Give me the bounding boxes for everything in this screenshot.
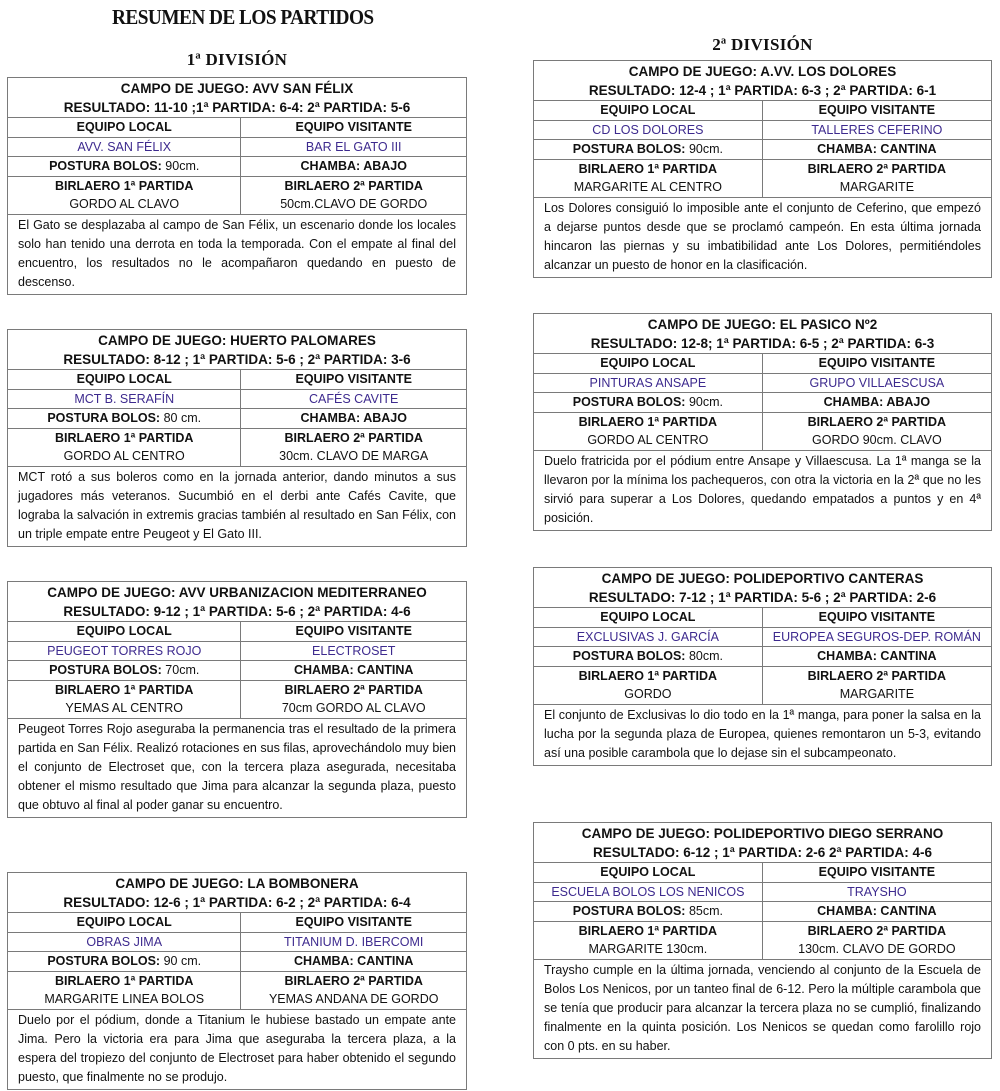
resultado: RESULTADO: 7-12 ; 1ª PARTIDA: 5-6 ; 2ª PARTIDA: 2-6 [588,590,937,605]
birlaero-1-value: MARGARITE AL CENTRO [573,180,722,194]
chamba: CHAMBA: ABAJO [762,393,991,412]
teams-row [8,932,466,952]
teams-header-row [534,862,991,882]
equipo-visitante-label: EQUIPO VISITANTE [240,370,466,389]
postura-label: POSTURA BOLOS: [47,411,161,425]
birlaero-row [534,666,991,704]
postura-chamba-row [8,408,466,428]
birlaero-row [534,921,991,959]
resultado: RESULTADO: 12-8; 1ª PARTIDA: 6-5 ; 2ª PARTIDA: 6-3 [590,336,935,351]
equipo-local: OBRAS JIMA [86,934,163,949]
equipo-local: MCT B. SERAFÍN [74,391,175,406]
campo-de-juego: CAMPO DE JUEGO: POLIDEPORTIVO CANTERAS [601,571,924,586]
teams-row [8,641,466,661]
equipo-visitante-label: EQUIPO VISITANTE [762,354,991,373]
postura-chamba-row [534,901,991,921]
match-header [8,330,466,369]
match-card-div2-2 [533,313,992,531]
teams-header-row [534,100,991,120]
match-card-div2-3 [533,567,992,766]
equipo-local-label: EQUIPO LOCAL [76,915,172,929]
postura-chamba-row [8,951,466,971]
match-header [8,873,466,912]
teams-row [534,120,991,140]
summary-row [8,718,466,817]
postura-value: 80cm. [688,649,723,663]
birlaero-1-value: GORDO AL CENTRO [63,449,185,463]
postura-value: 85cm. [688,904,723,918]
birlaero-row [8,971,466,1009]
teams-row [8,389,466,409]
birlaero-2-label: BIRLAERO 2ª PARTIDA [284,682,423,697]
postura-value: 90cm. [165,159,200,173]
equipo-local: PEUGEOT TORRES ROJO [47,643,202,658]
equipo-visitante: TITANIUM D. IBERCOMI [240,933,466,952]
postura-chamba-row [534,646,991,666]
equipo-local-label: EQUIPO LOCAL [600,103,696,117]
postura-chamba-row [8,156,466,176]
birlaero-2-value: 70cm GORDO AL CLAVO [281,701,426,715]
equipo-local: EXCLUSIVAS J. GARCÍA [576,629,719,644]
equipo-visitante: CAFÉS CAVITE [240,390,466,409]
birlaero-1 [534,667,762,704]
campo-de-juego: CAMPO DE JUEGO: HUERTO PALOMARES [98,333,376,348]
postura-label: POSTURA BOLOS: [572,142,686,156]
birlaero-1-value: GORDO AL CENTRO [587,433,709,447]
birlaero-row [8,428,466,466]
birlaero-1-label: BIRLAERO 1ª PARTIDA [578,414,718,429]
chamba: CHAMBA: CANTINA [240,952,466,971]
match-header [534,314,991,353]
equipo-local-label: EQUIPO LOCAL [600,865,696,879]
postura-value: 90cm. [688,395,723,409]
equipo-visitante: EUROPEA SEGUROS-DEP. ROMÁN [762,628,991,647]
postura-label: POSTURA BOLOS: [49,159,162,173]
division-2-title: 2ª DIVISIÓN [712,35,813,54]
teams-header-row [534,353,991,373]
match-summary: El Gato se desplazaba al campo de San Félix, un escenario donde los locales solo han tenido una derrota en toda la temporada. Con el empate al final del encuentro, los resultados no le acompañaron quedando en puesto de descenso. [18,217,456,289]
match-summary: Duelo por el pódium, donde a Titanium le hubiese bastado un empate ante Jima. Pero la victoria era para Jima que aseguraba la tercera plaza, a la espera del tropiezo del conjunto de Electroset para haber obtenido el segundo puesto, que finalmente no se produjo. [18,1012,456,1084]
campo-de-juego: CAMPO DE JUEGO: AVV URBANIZACION MEDITERRANEO [47,585,427,600]
teams-header-row [8,912,466,932]
birlaero-1-value: MARGARITE LINEA BOLOS [44,992,205,1006]
resultado: RESULTADO: 12-4 ; 1ª PARTIDA: 6-3 ; 2ª PARTIDA: 6-1 [588,83,937,98]
equipo-visitante-label: EQUIPO VISITANTE [240,118,466,137]
birlaero-2-value: MARGARITE [839,180,915,194]
postura-value: 90 cm. [163,954,202,968]
birlaero-2-label: BIRLAERO 2ª PARTIDA [807,414,947,429]
postura-value: 90cm. [688,142,723,156]
birlaero-1 [534,160,762,197]
postura-bolos [534,140,762,159]
birlaero-2-value: 130cm. CLAVO DE GORDO [798,942,956,956]
birlaero-2 [762,667,991,704]
birlaero-1-value: GORDO [624,687,672,701]
chamba: CHAMBA: CANTINA [762,902,991,921]
campo-de-juego: CAMPO DE JUEGO: POLIDEPORTIVO DIEGO SERRANO [581,826,944,841]
chamba: CHAMBA: CANTINA [762,647,991,666]
match-summary: Peugeot Torres Rojo aseguraba la permanencia tras el resultado de la primera partida en San Félix. Realizó rotaciones en sus filas, aprovechándolo muy bien el conjunto de Electroset que, con la tercera plaza asegurada, necesitaba obtener el mismo resultado que Jima para alcanzar la segunda plaza, puesto que obtuvo al final al poder ganar su encuentro. [18,721,456,812]
birlaero-2-label: BIRLAERO 2ª PARTIDA [807,161,947,176]
equipo-visitante: ELECTROSET [240,642,466,661]
postura-bolos [534,393,762,412]
birlaero-1 [534,922,762,959]
teams-header-row [8,117,466,137]
equipo-visitante: TRAYSHO [762,883,991,902]
match-header [8,582,466,621]
campo-de-juego: CAMPO DE JUEGO: EL PASICO Nº2 [647,317,878,332]
campo-de-juego: CAMPO DE JUEGO: A.VV. LOS DOLORES [628,64,897,79]
equipo-visitante: BAR EL GATO III [240,138,466,157]
birlaero-2-label: BIRLAERO 2ª PARTIDA [807,668,947,683]
equipo-visitante: GRUPO VILLAESCUSA [762,374,991,393]
match-card-div1-1 [7,77,467,295]
match-card-div1-2 [7,329,467,547]
chamba: CHAMBA: CANTINA [762,140,991,159]
postura-bolos [8,661,240,680]
campo-de-juego: CAMPO DE JUEGO: AVV SAN FÉLIX [120,81,354,96]
match-header [8,78,466,117]
summary-row [534,704,991,765]
equipo-visitante-label: EQUIPO VISITANTE [240,622,466,641]
birlaero-row [534,159,991,197]
equipo-local-label: EQUIPO LOCAL [600,610,696,624]
equipo-visitante: TALLERES CEFERINO [762,121,991,140]
postura-chamba-row [534,392,991,412]
postura-bolos [534,647,762,666]
match-card-div2-1 [533,60,992,278]
birlaero-2-value: YEMAS ANDANA DE GORDO [268,992,439,1006]
birlaero-2-value: GORDO 90cm. CLAVO [812,433,942,447]
chamba: CHAMBA: CANTINA [240,661,466,680]
birlaero-1-label: BIRLAERO 1ª PARTIDA [54,430,194,445]
match-summary: Traysho cumple en la última jornada, venciendo al conjunto de la Escuela de Bolos Los Nenicos, por un tanteo final de 6-12. Pero la múltiple carambola que se tenía que producir para alcanzar la tercera plaza no se cumplió, finalizando finalmente en la quinta posición. Los Nenicos se quedan como farolillo rojo con 0 pts. en su haber. [544,962,981,1053]
birlaero-1 [8,972,240,1009]
match-summary: El conjunto de Exclusivas lo dio todo en la 1ª manga, para poner la salsa en la lucha por la segunda plaza de Europea, quienes remontaron un 5-3, evitando así una posible carambola que lo dejase sin el subcampeonato. [544,707,981,760]
birlaero-1-label: BIRLAERO 1ª PARTIDA [578,668,718,683]
postura-bolos [8,157,240,176]
equipo-visitante-label: EQUIPO VISITANTE [762,863,991,882]
summary-row [8,214,466,294]
birlaero-1-value: YEMAS AL CENTRO [65,701,184,715]
birlaero-1 [534,413,762,450]
birlaero-1-label: BIRLAERO 1ª PARTIDA [578,161,718,176]
teams-header-row [8,621,466,641]
equipo-local-label: EQUIPO LOCAL [76,120,172,134]
postura-label: POSTURA BOLOS: [47,954,161,968]
postura-value: 80 cm. [163,411,202,425]
equipo-local: ESCUELA BOLOS LOS NENICOS [551,884,745,899]
birlaero-row [8,680,466,718]
page-title: RESUMEN DE LOS PARTIDOS [112,5,374,29]
equipo-visitante-label: EQUIPO VISITANTE [240,913,466,932]
match-card-div2-4 [533,822,992,1059]
summary-row [534,959,991,1058]
birlaero-2 [240,177,466,214]
birlaero-row [534,412,991,450]
resultado: RESULTADO: 12-6 ; 1ª PARTIDA: 6-2 ; 2ª PARTIDA: 6-4 [63,895,411,910]
match-summary: MCT rotó a sus boleros como en la jornada anterior, dando minutos a sus jugadores más veteranos. Sucumbió en el derbi ante Cafés Cavite, que lograba la salvación in extremis gracias también al resultado en San Félix, con un triple empate entre Peugeot y El Gato III. [18,469,456,541]
chamba: CHAMBA: ABAJO [240,157,466,176]
equipo-local-label: EQUIPO LOCAL [76,372,172,386]
birlaero-2 [240,429,466,466]
birlaero-1-value: GORDO AL CLAVO [69,197,180,211]
postura-value: 70cm. [165,663,200,677]
birlaero-1-value: MARGARITE 130cm. [588,942,708,956]
birlaero-1 [8,681,240,718]
campo-de-juego: CAMPO DE JUEGO: LA BOMBONERA [115,876,359,891]
chamba: CHAMBA: ABAJO [240,409,466,428]
postura-label: POSTURA BOLOS: [572,904,686,918]
postura-label: POSTURA BOLOS: [49,663,162,677]
equipo-visitante-label: EQUIPO VISITANTE [762,608,991,627]
birlaero-1-label: BIRLAERO 1ª PARTIDA [578,923,718,938]
postura-bolos [534,902,762,921]
birlaero-2 [240,681,466,718]
postura-bolos [8,952,240,971]
birlaero-1-label: BIRLAERO 1ª PARTIDA [54,973,194,988]
match-header [534,568,991,607]
postura-bolos [8,409,240,428]
match-summary: Los Dolores consiguió lo imposible ante el conjunto de Ceferino, que empezó a dejarse puntos desde que se proclamó campeón. En esta última jornada hincaron las piernas y su imbatibilidad ante Los Dolores, permitiéndoles alcanzar un puesto de honor en la clasificación. [544,200,981,272]
equipo-local: AVV. SAN FÉLIX [77,139,172,154]
teams-row [8,137,466,157]
birlaero-1-label: BIRLAERO 1ª PARTIDA [54,682,194,697]
postura-label: POSTURA BOLOS: [572,649,686,663]
postura-chamba-row [534,139,991,159]
equipo-local: PINTURAS ANSAPE [589,375,707,390]
match-header [534,823,991,862]
teams-row [534,373,991,393]
resultado: RESULTADO: 8-12 ; 1ª PARTIDA: 5-6 ; 2ª PARTIDA: 3-6 [63,352,411,367]
birlaero-2-value: 30cm. CLAVO DE MARGA [279,449,429,463]
resultado: RESULTADO: 6-12 ; 1ª PARTIDA: 2-6 2ª PARTIDA: 4-6 [592,845,933,860]
birlaero-2-label: BIRLAERO 2ª PARTIDA [284,430,423,445]
summary-row [8,1009,466,1089]
teams-header-row [534,607,991,627]
teams-header-row [8,369,466,389]
postura-label: POSTURA BOLOS: [572,395,686,409]
teams-row [534,882,991,902]
birlaero-row [8,176,466,214]
postura-chamba-row [8,660,466,680]
match-header [534,61,991,100]
equipo-local-label: EQUIPO LOCAL [76,624,172,638]
birlaero-2-value: 50cm.CLAVO DE GORDO [280,197,428,211]
birlaero-2-label: BIRLAERO 2ª PARTIDA [284,178,423,193]
birlaero-2-value: MARGARITE [839,687,915,701]
birlaero-2-label: BIRLAERO 2ª PARTIDA [807,923,947,938]
equipo-local-label: EQUIPO LOCAL [600,356,696,370]
resultado: RESULTADO: 9-12 ; 1ª PARTIDA: 5-6 ; 2ª PARTIDA: 4-6 [63,604,411,619]
birlaero-2 [762,413,991,450]
summary-row [8,466,466,546]
match-card-div1-3 [7,581,467,818]
birlaero-1 [8,177,240,214]
birlaero-2 [762,922,991,959]
equipo-local: CD LOS DOLORES [592,122,704,137]
birlaero-2-label: BIRLAERO 2ª PARTIDA [284,973,423,988]
resultado: RESULTADO: 11-10 ;1ª PARTIDA: 6-4: 2ª PARTIDA: 5-6 [63,100,411,115]
birlaero-2 [762,160,991,197]
summary-row [534,197,991,277]
equipo-visitante-label: EQUIPO VISITANTE [762,101,991,120]
teams-row [534,627,991,647]
summary-row [534,450,991,530]
division-1-title: 1ª DIVISIÓN [186,50,288,69]
birlaero-1-label: BIRLAERO 1ª PARTIDA [54,178,194,193]
birlaero-2 [240,972,466,1009]
match-card-div1-4 [7,872,467,1090]
match-summary: Duelo fratricida por el pódium entre Ansape y Villaescusa. La 1ª manga se la llevaron por la mínima los pachequeros, con otra la victoria en la 2ª que no les sirvió para superar a Los Dolores, quedando empatados a puntos y en 4ª posición. [544,453,981,525]
birlaero-1 [8,429,240,466]
